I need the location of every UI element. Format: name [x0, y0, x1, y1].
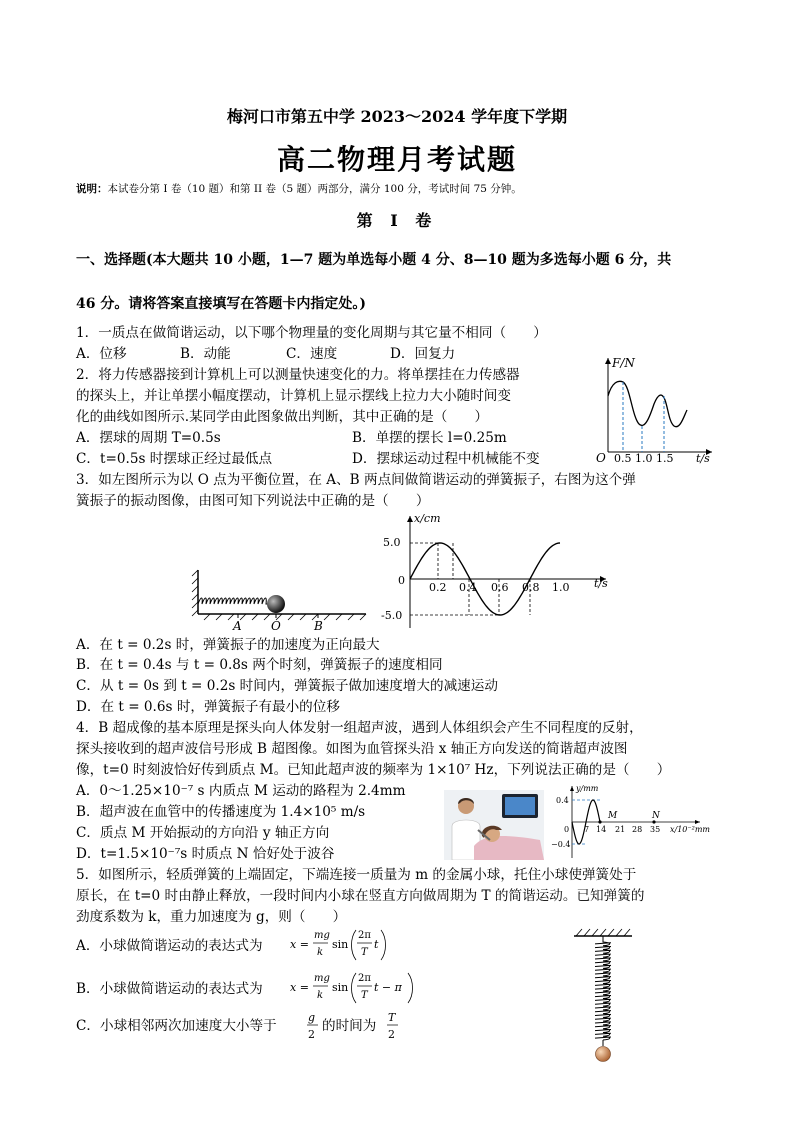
y-axis-label: x/cm [414, 512, 441, 525]
formula-2pi: 2π [358, 973, 371, 984]
tick-0.5: 0.5 [614, 452, 632, 464]
floor-hatch [204, 614, 366, 620]
x-tick-0.8: 0.8 [522, 581, 540, 594]
label-N: N [652, 811, 660, 821]
x-axis-label: x/10⁻²mm [670, 825, 710, 834]
q3-stem-line1: 3．如左图所示为以 O 点为平衡位置，在 A、B 两点间做简谐运动的弹簧振子，右图为这个弹 [76, 472, 636, 488]
q1-option-c: C．速度 [286, 346, 338, 362]
q1-option-b: B．动能 [180, 346, 231, 362]
note-text: 本试卷分第 I 卷（10 题）和第 II 卷（5 题）两部分，满分 100 分，考试时间 75 分钟。 [107, 183, 522, 195]
vertical-spring-coil [595, 936, 611, 1046]
q3-option-b: B．在 t = 0.4s 与 t = 0.8s 两个时刻，弹簧振子的速度相同 [76, 657, 443, 673]
q3-option-c: C．从 t = 0s 到 t = 0.2s 时间内，弹簧振子做加速度增大的减速运动 [76, 678, 498, 694]
y-axis-arrow [407, 516, 413, 522]
formula-x: x = [290, 938, 309, 951]
part1-heading-line2: 46 分。请将答案直接填写在答题卡内指定处。) [76, 296, 366, 312]
q2-stem-line1: 2．将力传感器接到计算机上可以测量快速变化的力。将单摆挂在力传感器 [76, 367, 520, 383]
q5-option-c-g-over-2 [306, 1008, 320, 1044]
y-axis-arrow [605, 358, 611, 364]
q3-spring-oscillator-figure [190, 566, 370, 634]
q5-option-c-text: C．小球相邻两次加速度大小等于 [76, 1018, 277, 1034]
x-tick-14: 14 [596, 825, 607, 834]
formula-sin: sin [332, 938, 349, 951]
q3-stem-line2: 簧振子的振动图像，由图可知下列说法中正确的是（ ） [76, 493, 430, 509]
label-A: A [233, 619, 242, 633]
formula-2pi: 2π [358, 930, 371, 941]
y-tick-0.4: 0.4 [556, 796, 569, 805]
spring-coil [198, 598, 268, 604]
formula-t: t [374, 938, 379, 951]
y-tick-neg0.4: −0.4 [551, 840, 571, 849]
wall-hatch [192, 570, 198, 616]
y-axis-label: F/N [612, 356, 635, 370]
formula-T: T [361, 947, 368, 958]
q4-option-b: B．超声波在血管中的传播速度为 1.4×10⁵ m/s [76, 804, 366, 820]
q4-stem-line2: 探头接收到的超声波信号形成 B 超图像。如图为血管探头沿 x 轴正方向发送的简谐超声波图 [76, 741, 628, 757]
formula-sin: sin [332, 981, 349, 994]
formula-k: k [317, 990, 324, 1001]
q2-option-c: C．t=0.5s 时摆球正经过最低点 [76, 451, 273, 467]
q4-stem-line1: 4．B 超成像的基本原理是探头向人体发射一组超声波，遇到人体组织会产生不同程度的反射， [76, 720, 643, 736]
q5-option-a-formula [290, 924, 400, 964]
x-axis-label: t/s [594, 577, 608, 590]
formula-t-minus-pi: t − π [374, 981, 402, 994]
q4-stem-line3: 像，t=0 时刻波恰好传到质点 M。已知此超声波的频率为 1×10⁷ Hz，下列说法正确的是（ ） [76, 762, 671, 778]
origin-label: 0 [564, 825, 570, 834]
q4-option-d: D．t=1.5×10⁻⁷s 时质点 N 恰好处于波谷 [76, 846, 335, 862]
q2-force-time-graph [592, 352, 716, 464]
formula-2: 2 [388, 1028, 395, 1041]
q4-option-a: A．0～1.25×10⁻⁷ s 内质点 M 运动的路程为 2.4mm [76, 783, 406, 799]
x-axis-label: t/s [696, 452, 710, 464]
patient-body [474, 836, 544, 860]
x-tick-1.0: 1.0 [552, 581, 570, 594]
oscillator-ball [267, 595, 285, 613]
formula-mg: mg [314, 930, 330, 941]
q3-displacement-time-graph [380, 510, 620, 632]
formula-T: T [361, 990, 368, 1001]
point-M [598, 820, 601, 823]
q2-stem-line3: 化的曲线如图所示.某同学由此图象做出判断，其中正确的是（ ） [76, 409, 489, 425]
origin-label: O [596, 451, 606, 464]
q1-option-d: D．回复力 [390, 346, 456, 362]
q2-option-a: A．摆球的周期 T=0.5s [76, 430, 221, 446]
exam-note [76, 181, 522, 196]
x-tick-0.4: 0.4 [459, 581, 477, 594]
q2-option-d: D．摆球运动过程中机械能不变 [352, 451, 540, 467]
q5-stem-line2: 原长，在 t=0 时由静止释放，一段时间内小球在竖直方向做周期为 T 的简谐运动。已知弹簧的 [76, 888, 645, 904]
formula-T: T [388, 1011, 396, 1024]
x-axis-arrow [695, 820, 700, 824]
q5-hanging-spring-figure [570, 926, 636, 1066]
x-tick-35: 35 [650, 825, 661, 834]
q3-option-d: D．在 t = 0.6s 时，弹簧振子有最小的位移 [76, 699, 340, 715]
hanging-ball [596, 1047, 611, 1062]
label-M: M [608, 811, 618, 821]
y-tick-5: 5.0 [383, 536, 401, 549]
q5-option-b-formula [290, 967, 420, 1007]
tick-1.0: 1.0 [635, 452, 653, 464]
note-label: 说明： [76, 183, 108, 195]
q1-option-a: A．位移 [76, 346, 127, 362]
x-tick-0.2: 0.2 [429, 581, 447, 594]
label-O: O [271, 619, 281, 633]
q5-option-c-T-over-2 [386, 1008, 400, 1044]
y-tick-neg5: -5.0 [381, 609, 403, 622]
origin-label: 0 [398, 574, 405, 587]
formula-mg: mg [314, 973, 330, 984]
exam-title: 高二物理月考试题 [276, 143, 517, 176]
exam-school-title: 梅河口市第五中学 2023～2024 学年度下学期 [226, 107, 568, 126]
q5-option-c-mid: 的时间为 [322, 1018, 377, 1034]
x-tick-7: 7 [584, 825, 590, 834]
q5-stem-line1: 5．如图所示，轻质弹簧的上端固定，下端连接一质量为 m 的金属小球，托住小球使弹簧处于 [76, 867, 637, 883]
formula-g: g [308, 1011, 316, 1024]
label-B: B [314, 619, 323, 633]
q5-stem-line3: 劲度系数为 k，重力加速度为 g，则（ ） [76, 909, 347, 925]
q1-stem: 1．一质点在做简谐运动，以下哪个物理量的变化周期与其它量不相同（ ） [76, 325, 547, 341]
ceiling-hatch [576, 929, 630, 936]
q2-option-b: B．单摆的摆长 l=0.25m [352, 430, 507, 446]
section-title: 第 I 卷 [356, 211, 438, 230]
formula-k: k [317, 947, 324, 958]
x-tick-28: 28 [632, 825, 643, 834]
part1-heading-line1: 一、选择题(本大题共 10 小题，1—7 题为单选每小题 4 分、8—10 题为多选每小题 6 分，共 [76, 252, 672, 268]
formula-x: x = [290, 981, 309, 994]
q3-option-a: A．在 t = 0.2s 时，弹簧振子的加速度为正向最大 [76, 637, 380, 653]
formula-2: 2 [308, 1028, 315, 1041]
q4-wave-graph [548, 782, 714, 862]
y-axis-label: y/mm [576, 784, 599, 793]
x-tick-21: 21 [615, 825, 626, 834]
ultrasound-photo [444, 790, 544, 860]
q2-stem-line2: 的探头上，并让单摆小幅度摆动，计算机上显示摆线上拉力大小随时间变 [76, 388, 511, 404]
x-tick-0.6: 0.6 [491, 581, 509, 594]
monitor-screen [505, 797, 535, 815]
tick-1.5: 1.5 [656, 452, 674, 464]
force-curve [608, 381, 687, 426]
y-axis-arrow [570, 786, 574, 791]
q4-option-c: C．质点 M 开始振动的方向沿 y 轴正方向 [76, 825, 330, 841]
q5-option-a-text: A．小球做简谐运动的表达式为 [76, 938, 263, 954]
q5-option-b-text: B．小球做简谐运动的表达式为 [76, 981, 263, 997]
